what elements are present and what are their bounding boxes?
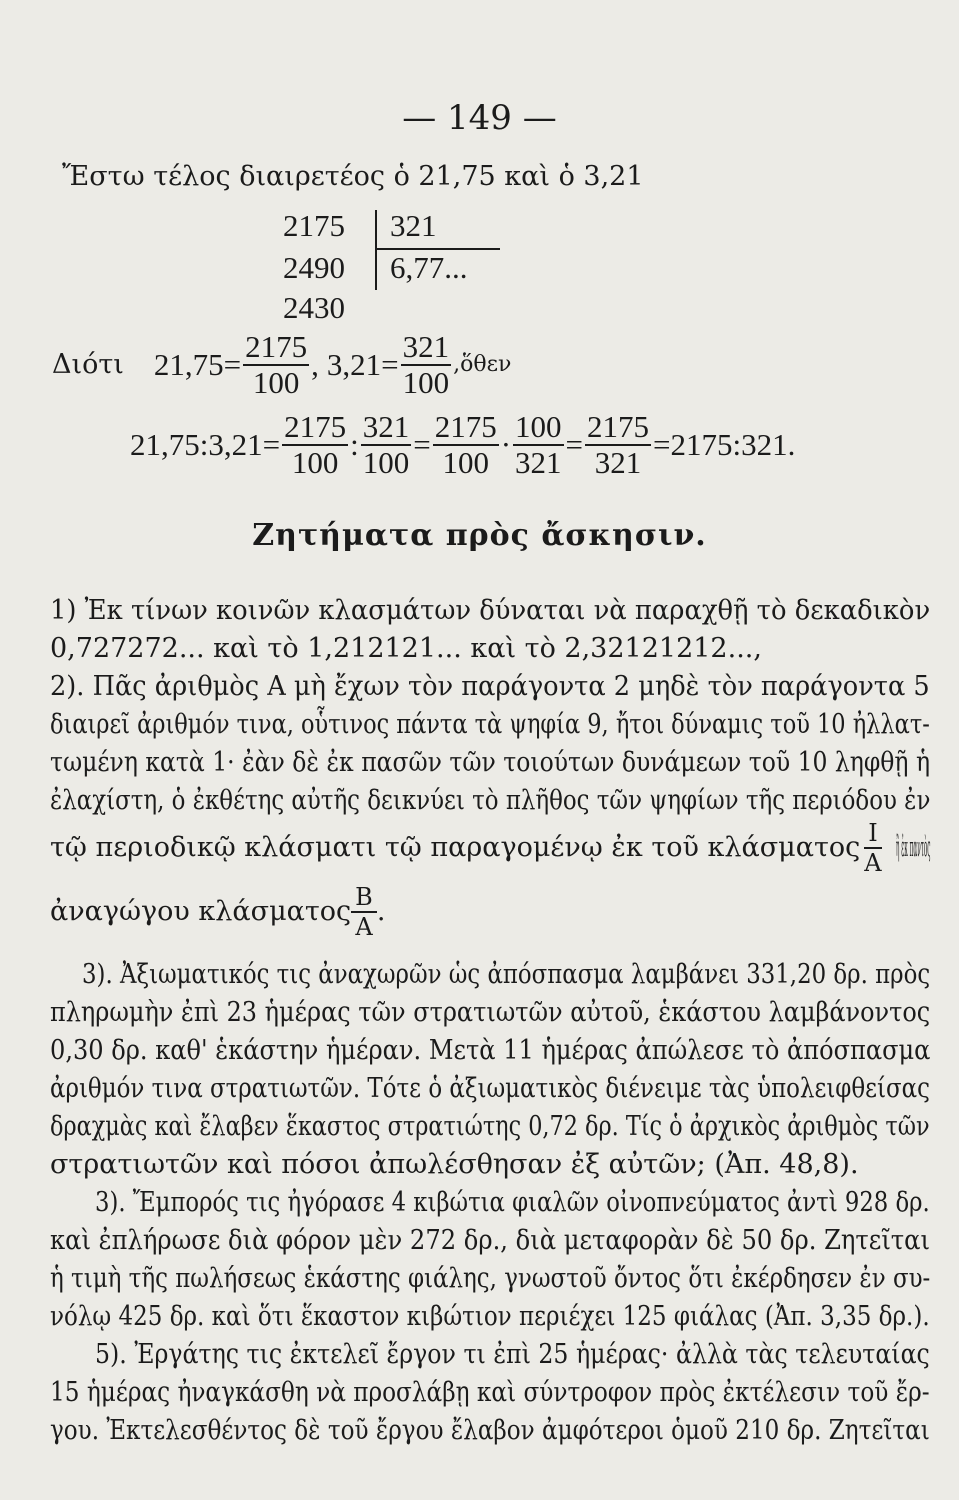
- fraction-numerator: 2175: [434, 409, 497, 444]
- fraction-numerator: I: [864, 819, 881, 849]
- because-label: Διότι: [52, 349, 124, 380]
- fraction-numerator: 100: [515, 409, 562, 444]
- fraction-denominator: 100: [252, 365, 300, 400]
- problem-line: 1) Ἐκ τίνων κοινῶν κλασμάτων δύναται νὰ παραχθῇ τὸ δεκαδικὸν: [50, 595, 931, 626]
- because-sep: ,: [311, 347, 319, 382]
- problem-line: στρατιωτῶν καὶ πόσοι ἀπωλέσθησαν ἐξ αὐτῶν; (Ἀπ. 48,8).: [50, 1149, 859, 1180]
- problem-line: πληρωμὴν ἐπὶ 23 ἡμέρας τῶν στρατιωτῶν αὐτοῦ, ἑκάστου λαμβάνοντος: [50, 997, 931, 1028]
- fraction-321-100: [401, 330, 452, 400]
- division-vertical-rule: [375, 210, 377, 290]
- fraction-line-text: τῷ περιοδικῷ κλάσματι τῷ παραγομένῳ ἐκ τοῦ κλάσματος: [50, 832, 861, 863]
- equation-fraction-3: [433, 410, 499, 480]
- division-horizontal-rule: [375, 248, 500, 250]
- problem-line: 3). Ἔμπορός τις ἠγόρασε 4 κιβώτια φιαλῶν οἰνοπνεύματος ἀντὶ 928 δρ.: [95, 1187, 930, 1218]
- division-remainder-2: 2430: [283, 290, 345, 325]
- fraction-denominator: 100: [291, 445, 339, 480]
- fraction-denominator: 100: [402, 365, 450, 400]
- fraction-denominator: Α: [864, 849, 882, 877]
- division-dividend: 2175: [283, 208, 345, 243]
- fraction-line-1: [50, 818, 959, 878]
- page-number: — 149 —: [402, 98, 557, 138]
- equation-right: =2175:321.: [653, 427, 796, 462]
- problem-line: 0,727272... καὶ τὸ 1,212121... καὶ τὸ 2,32121212...,: [50, 633, 762, 664]
- intro-line: Ἔστω τέλος διαιρετέος ὁ 21,75 καὶ ὁ 3,21: [62, 161, 644, 192]
- problem-line: διαιρεῖ ἀριθμόν τινα, οὗτινος πάντα τὰ ψηφία 9, ἤτοι δύναμις τοῦ 10 ἠλλατ-: [50, 709, 930, 740]
- fraction-denominator: 321: [594, 445, 642, 480]
- equation-equals-2: =: [565, 427, 584, 462]
- fraction-numerator: Β: [351, 883, 377, 913]
- fraction-numerator: 2175: [245, 329, 308, 364]
- problem-line: ἐλαχίστη, ὁ ἐκθέτης αὐτῆς δεικνύει τὸ πλῆθος τῶν ψηφίων τῆς περιόδου ἐν: [50, 785, 931, 816]
- fraction-numerator: 321: [402, 329, 450, 364]
- because-b-left: 3,21=: [326, 347, 399, 382]
- problem-line: γου. Ἐκτελεσθέντος δὲ τοῦ ἔργου ἔλαβον ἀμφότεροι ὁμοῦ 210 δρ. Ζητεῖται: [50, 1415, 930, 1446]
- equation-left: 21,75:3,21=: [130, 427, 281, 462]
- because-a-left: 21,75=: [153, 347, 242, 382]
- equation-fraction-1: [282, 410, 348, 480]
- problem-line: 3). Ἀξιωματικός τις ἀναχωρῶν ὡς ἀπόσπασμα λαμβάνει 331,20 δρ. πρὸς: [82, 959, 931, 990]
- problem-line: ἀριθμόν τινα στρατιωτῶν. Τότε ὁ ἀξιωματικὸς διένειμε τὰς ὑπολειφθείσας: [50, 1073, 930, 1104]
- equation-fraction-4: [513, 410, 564, 480]
- problem-line: 5). Ἐργάτης τις ἐκτελεῖ ἔργον τι ἐπὶ 25 ἡμέρας· ἀλλὰ τὰς τελευταίας: [95, 1339, 930, 1370]
- fraction-denominator: 100: [442, 445, 489, 480]
- fraction-numerator: 2175: [587, 409, 650, 444]
- equation-fraction-5: [585, 410, 651, 480]
- fraction-line-tail: .: [376, 896, 386, 927]
- division-divisor: 321: [390, 208, 437, 243]
- fraction-denominator: 100: [362, 445, 410, 480]
- fraction-denominator: 321: [515, 445, 562, 480]
- fraction-line-tail: ἢ ἐκ παντὸς: [895, 832, 931, 863]
- problem-line: 15 ἡμέρας ἠναγκάσθη νὰ προσλάβῃ καὶ σύντροφον πρὸς ἐκτέλεσιν τοῦ ἔρ-: [50, 1377, 930, 1408]
- because-line: [52, 330, 511, 400]
- section-heading: Ζητήματα πρὸς ἄσκησιν.: [252, 518, 707, 553]
- division-equation: [130, 410, 795, 480]
- fraction-numerator: 321: [362, 409, 410, 444]
- problem-line: νόλῳ 425 δρ. καὶ ὅτι ἕκαστον κιβώτιον περιέχει 125 φιάλας (Ἀπ. 3,35 δρ.).: [50, 1301, 930, 1332]
- problem-line: 2). Πᾶς ἀριθμὸς Α μὴ ἔχων τὸν παράγοντα 2 μηδὲ τὸν παράγοντα 5: [50, 671, 930, 702]
- equation-colon: :: [350, 427, 359, 462]
- division-remainder-1: 2490: [283, 250, 345, 285]
- fraction-i-over-a: [860, 819, 885, 877]
- equation-fraction-2: [361, 410, 412, 480]
- equation-dot: ·: [500, 427, 512, 462]
- fraction-line-text: ἀναγώγου κλάσματος: [50, 896, 352, 927]
- problem-line: ἡ τιμὴ τῆς πωλήσεως ἑκάστης φιάλης, γνωστοῦ ὄντος ὅτι ἐκέρδησεν ἐν συ-: [50, 1263, 931, 1294]
- problem-line: καὶ ἐπλήρωσε διὰ φόρον μὲν 272 δρ., διὰ μεταφορὰν δὲ 50 δρ. Ζητεῖται: [50, 1225, 931, 1256]
- problem-line: δραχμὰς καὶ ἔλαβεν ἕκαστος στρατιώτης 0,72 δρ. Τίς ὁ ἀρχικὸς ἀριθμὸς τῶν: [50, 1111, 930, 1142]
- fraction-b-over-a: [351, 883, 377, 941]
- fraction-denominator: Α: [355, 913, 373, 941]
- problem-line: τωμένη κατὰ 1· ἐὰν δὲ ἐκ πασῶν τῶν τοιούτων δυνάμεων τοῦ 10 ληφθῇ ἡ: [50, 747, 931, 778]
- fraction-2175-100: [243, 330, 309, 400]
- equation-equals-1: =: [413, 427, 431, 462]
- fraction-numerator: 2175: [284, 409, 347, 444]
- fraction-line-2: [50, 882, 385, 942]
- division-quotient: 6,77...: [390, 250, 468, 285]
- because-tail: ,ὅθεν: [453, 352, 512, 377]
- problem-line: 0,30 δρ. καθ' ἑκάστην ἡμέραν. Μετὰ 11 ἡμέρας ἀπώλεσε τὸ ἀπόσπασμα: [50, 1035, 931, 1066]
